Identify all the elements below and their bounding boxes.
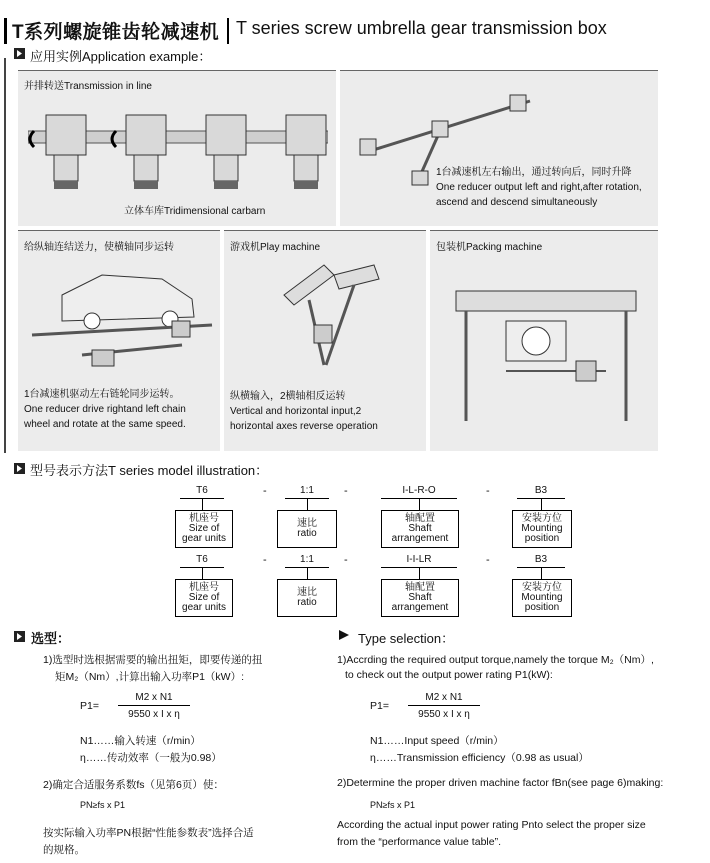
model-code-ratio: 1:1 — [300, 485, 314, 496]
selection-cn-step1-cont: 矩M₂（Nm）,计算出输入功率P1（kW）: — [55, 671, 244, 683]
selection-cn-step3: 按实际输入功率PN根据“性能参数表”选择合适 — [43, 827, 254, 839]
panel-title: 给纵轴连结送力，使横轴同步运转 — [24, 242, 174, 253]
model-box-size: 机座号 Size of gear units — [175, 579, 233, 617]
panel-description: 纵横输入，2横轴相反运转 Vertical and horizontal input,2 horizontal axes reverse operation — [230, 391, 378, 432]
selection-en-step3-cont: from the “performance value table”. — [337, 836, 501, 848]
model-code-mounting: B3 — [534, 554, 548, 565]
connector — [307, 498, 308, 510]
section-marker-icon — [14, 463, 25, 474]
panel-frame-left — [4, 58, 6, 453]
selection-en-step1-cont: to check out the output power rating P1(kW): — [345, 669, 553, 681]
formula-numerator: M2 x N1 — [425, 692, 463, 703]
page-title-cn: T系列螺旋锥齿轮减速机 — [12, 22, 220, 43]
model-box-mounting: 安装方位 Mounting position — [512, 510, 572, 548]
connector — [419, 498, 420, 510]
section-marker-icon — [14, 48, 25, 59]
panel-title: 游戏机Play machine — [230, 242, 321, 253]
packing-machine-illustration — [446, 271, 646, 441]
panel-caption: 立体车库Tridimensional carbarn — [124, 206, 266, 217]
model-code-size: T6 — [196, 485, 208, 496]
pn-condition: PN≥fs x P1 — [80, 800, 125, 810]
selection-cn-step1: 1)选型时选根据需要的输出扭矩，即要传递的扭 — [43, 654, 263, 666]
header-separator — [227, 18, 229, 44]
dash: - — [263, 554, 267, 566]
connector — [202, 567, 203, 579]
header-accent-bar — [4, 18, 7, 44]
connector — [202, 498, 203, 510]
section-marker-icon — [14, 631, 25, 642]
fraction-bar — [118, 705, 190, 706]
connector — [307, 567, 308, 579]
panel-title: 包装机Packing machine — [436, 242, 543, 253]
model-code-shaft: I-I-LR — [406, 554, 432, 565]
panel-transmission-in-line — [18, 70, 336, 226]
symbol-n1: N1……Input speed（r/min） — [370, 735, 504, 747]
model-section-title: 型号表示方法T series model illustration： — [30, 463, 269, 478]
formula-denominator: 9550 x I x η — [128, 709, 180, 720]
formula-label: P1= — [370, 700, 389, 712]
symbol-eta: η……Transmission efficiency（0.98 as usual） — [370, 752, 589, 764]
formula-label: P1= — [80, 700, 99, 712]
selection-cn-step3-cont: 的规格。 — [43, 844, 85, 856]
model-box-ratio: 速比 ratio — [277, 579, 337, 617]
fraction-bar — [408, 705, 480, 706]
panel-description: 1台减速机左右输出，通过转向后，同时升降 One reducer output left and right,after rotation, ascend and descend simultaneously — [436, 167, 642, 208]
selection-cn-step2: 2)确定合适服务系数fs（见第6页）使： — [43, 779, 224, 791]
model-box-mounting: 安装方位 Mounting position — [512, 579, 572, 617]
formula-denominator: 9550 x I x η — [418, 709, 470, 720]
dash: - — [486, 554, 490, 566]
model-code-shaft: I-L-R-O — [402, 485, 436, 496]
application-section-title: 应用实例Application example： — [30, 49, 212, 64]
panel-description: 1台减速机驱动左右链轮同步运转。 One reducer drive rightand left chain wheel and rotate at the same speed. — [24, 389, 186, 430]
connector — [541, 498, 542, 510]
selection-title-cn: 选型： — [31, 631, 71, 646]
symbol-n1: N1……输入转速（r/min） — [80, 735, 201, 747]
model-box-ratio: 速比 ratio — [277, 510, 337, 548]
inline-gearbox-illustration — [28, 101, 328, 196]
model-code-size: T6 — [196, 554, 208, 565]
panel-chain-drive — [18, 230, 220, 451]
dash: - — [486, 485, 490, 497]
connector — [541, 567, 542, 579]
car-lift-illustration — [22, 255, 218, 375]
model-box-shaft: 轴配置 Shaft arrangement — [381, 579, 459, 617]
selection-en-step2: 2)Determine the proper driven machine factor fBn(see page 6)making: — [337, 777, 664, 789]
connector — [419, 567, 420, 579]
panel-title: 并排转送Transmission in line — [24, 81, 152, 92]
symbol-eta: η……传动效率（一般为0.98） — [80, 752, 222, 764]
model-box-shaft: 轴配置 Shaft arrangement — [381, 510, 459, 548]
pn-condition: PN≥fs x P1 — [370, 800, 415, 810]
formula-numerator: M2 x N1 — [135, 692, 173, 703]
selection-en-step3: According the actual input power rating Pnto select the proper size — [337, 819, 646, 831]
selection-title-en: Type selection： — [358, 631, 455, 646]
page-title-en: T series screw umbrella gear transmission box — [236, 18, 607, 38]
panel-lifting — [340, 70, 658, 226]
play-arrow-icon — [338, 629, 350, 641]
panel-play-machine — [224, 230, 426, 451]
selection-en-step1: 1)Accrding the required output torque,namely the torque M₂（Nm）, — [337, 654, 654, 666]
dash: - — [263, 485, 267, 497]
panel-packing-machine — [430, 230, 658, 451]
model-box-size: 机座号 Size of gear units — [175, 510, 233, 548]
dash: - — [344, 554, 348, 566]
dash: - — [344, 485, 348, 497]
play-machine-illustration — [264, 255, 394, 380]
model-code-mounting: B3 — [534, 485, 548, 496]
model-code-ratio: 1:1 — [300, 554, 314, 565]
